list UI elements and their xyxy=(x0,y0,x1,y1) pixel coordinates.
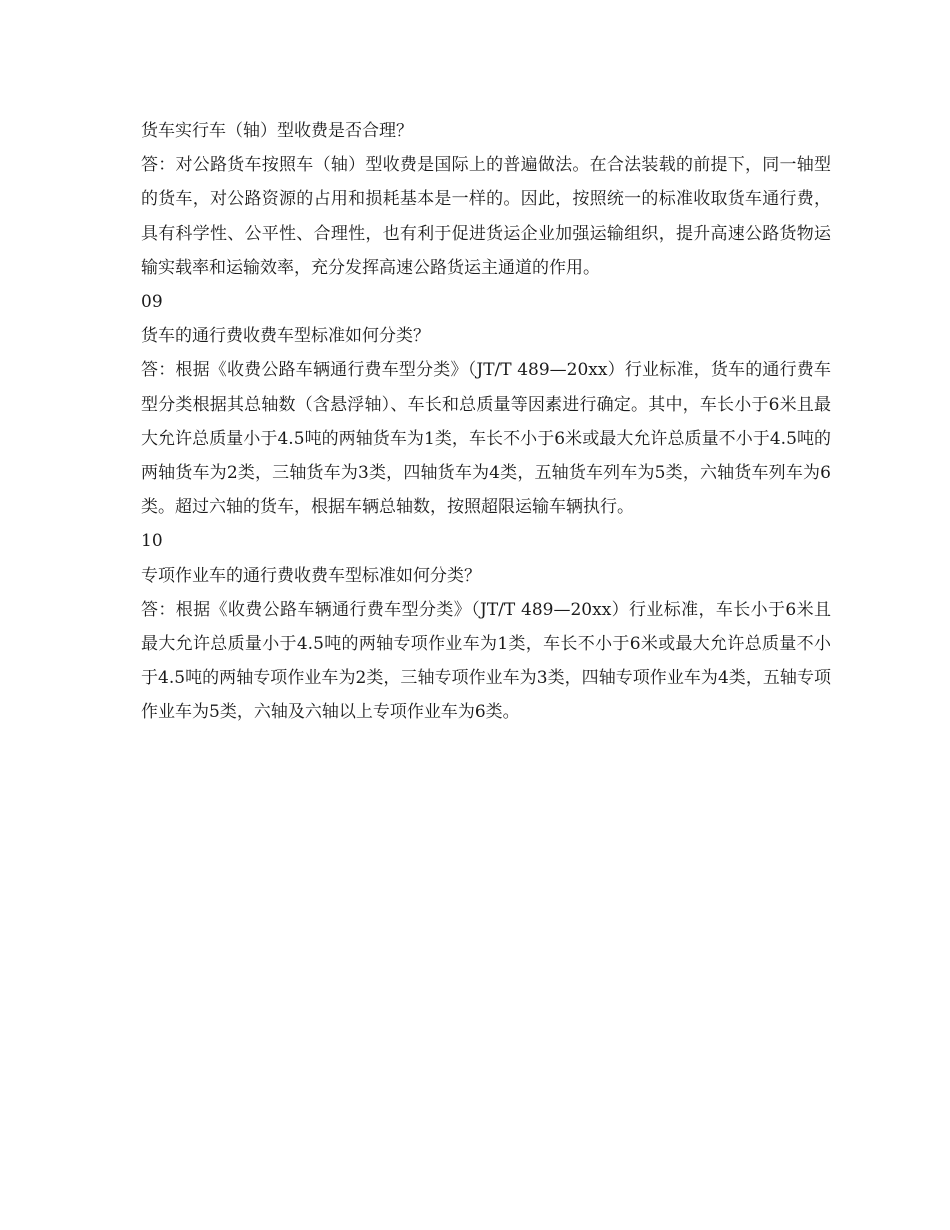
document-body xyxy=(141,114,831,730)
section-number: 10 xyxy=(141,531,163,552)
answer-paragraph: 答：根据《收费公路车辆通行费车型分类》（JT/T 489—20xx）行业标准，货车的通行费车型分类根据其总轴数（含悬浮轴）、车长和总质量等因素进行确定。其中，车长小于6米且最大允许总质量小于4.5吨的两轴货车为1类，车长不小于6米或最大允许总质量不小于4.5吨的两轴货车为2类，三轴货车为3类，四轴货车为4类，五轴货车列车为5类，六轴货车列车为6类。超过六轴的货车，根据车辆总轴数，按照超限运输车辆执行。 xyxy=(141,360,831,518)
question-heading: 专项作业车的通行费收费车型标准如何分类？ xyxy=(141,565,481,586)
answer-paragraph: 答：对公路货车按照车（轴）型收费是国际上的普遍做法。在合法装载的前提下，同一轴型的货车，对公路资源的占用和损耗基本是一样的。因此，按照统一的标准收取货车通行费，具有科学性、公平性、合理性，也有利于促进货运企业加强运输组织，提升高速公路货物运输实载率和运输效率，充分发挥高速公路货运主通道的作用。 xyxy=(141,155,831,278)
answer-paragraph: 答：根据《收费公路车辆通行费车型分类》（JT/T 489—20xx）行业标准，车长小于6米且最大允许总质量小于4.5吨的两轴专项作业车为1类，车长不小于6米或最大允许总质量不小于4.5吨的两轴专项作业车为2类，三轴专项作业车为3类，四轴专项作业车为4类，五轴专项作业车为5类，六轴及六轴以上专项作业车为6类。 xyxy=(141,599,831,723)
question-heading: 货车的通行费收费车型标准如何分类？ xyxy=(141,326,430,347)
question-heading: 货车实行车（轴）型收费是否合理？ xyxy=(141,121,413,141)
section-number: 09 xyxy=(141,292,163,313)
